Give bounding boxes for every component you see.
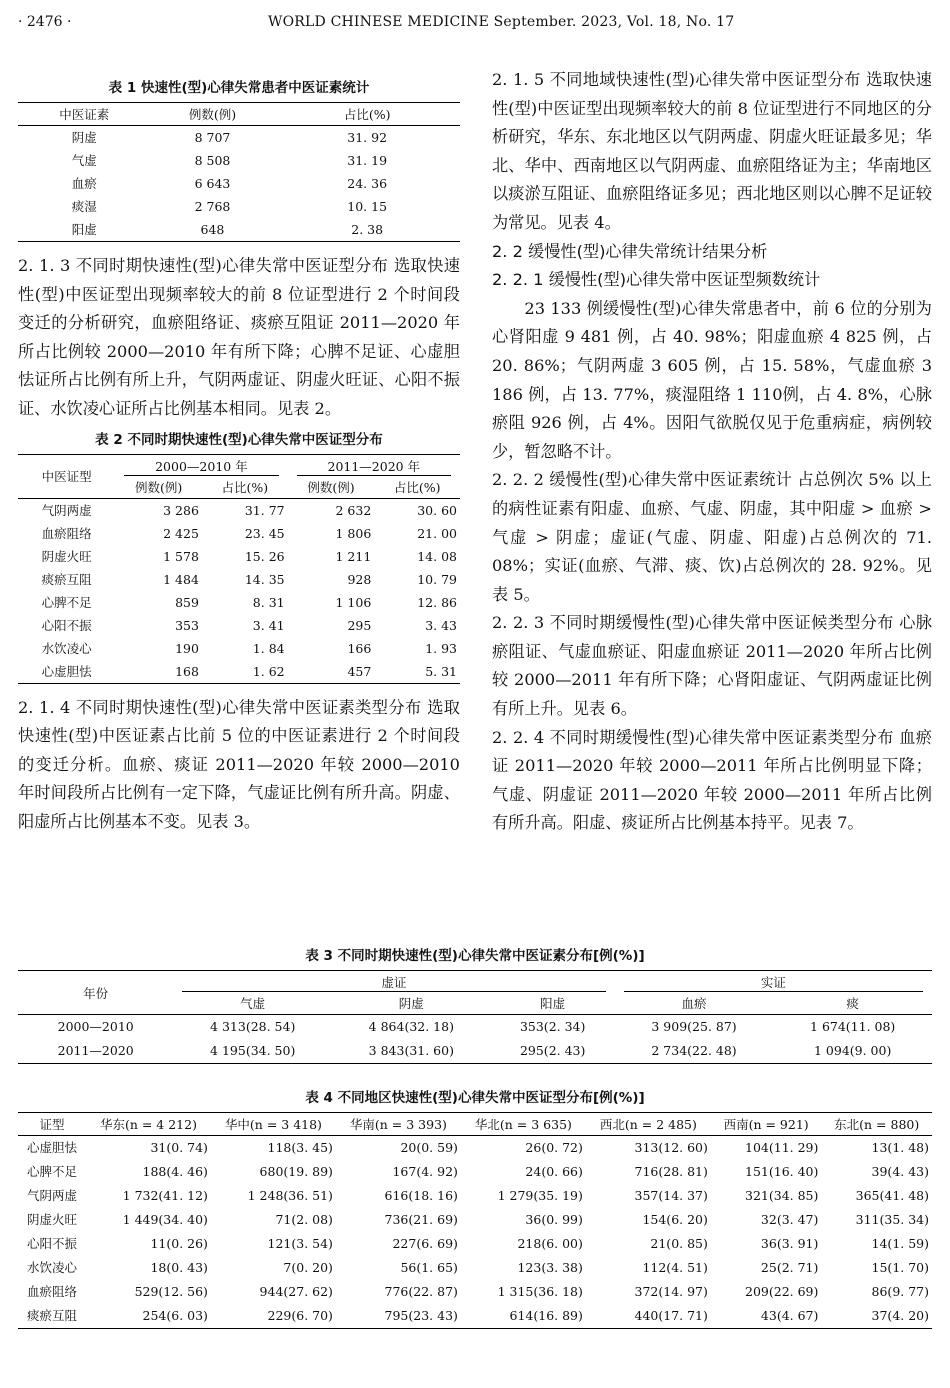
table-cell: 8 508 xyxy=(194,153,231,168)
table2-period-header: 2000—2010 年 xyxy=(115,454,287,476)
table-row xyxy=(18,568,460,591)
table-cell: 254(6. 03) xyxy=(86,1304,211,1329)
table-cell: 321(34. 85) xyxy=(745,1188,819,1203)
table-cell: 1 806 xyxy=(335,525,372,541)
table-cell: 8 707 xyxy=(151,126,275,150)
table-cell: 14. 35 xyxy=(244,571,285,587)
table4-header: 证型 xyxy=(18,1113,86,1136)
table-row xyxy=(18,126,460,150)
table3-body xyxy=(18,1015,932,1064)
table-cell: 1 094(9. 00) xyxy=(773,1039,932,1064)
table-cell: 31. 77 xyxy=(202,498,288,522)
table-cell: 1 279(35. 19) xyxy=(497,1188,583,1203)
table-cell: 648 xyxy=(151,218,275,242)
table-cell: 21(0. 85) xyxy=(650,1236,708,1251)
table-cell: 295(2. 43) xyxy=(491,1039,615,1064)
para-2-1-5: 2. 1. 5 不同地域快速性(型)心律失常中医证型分布 选取快速性(型)中医证型出现频率较大的前 8 位证型进行不同地区的分析研究，华东、东北地区以气阴两虚、阴虚火旺证最多见；华北、华中、西南地区以气阴两虚、血瘀阻络证为主；华南地区以痰淤互阻证、血瘀阻络证多见；西北地区则以心脾不足证较为常见。见表 4。 xyxy=(492,70,932,232)
table-cell: 736(21. 69) xyxy=(384,1212,458,1227)
right-column xyxy=(492,66,932,838)
table-cell: 353(2. 34) xyxy=(491,1015,615,1040)
table4-header: 西北(n = 2 485) xyxy=(586,1113,711,1136)
table-cell: 168 xyxy=(115,660,202,684)
table-cell: 1 732(41. 12) xyxy=(122,1188,208,1203)
table-cell: 357(14. 37) xyxy=(634,1188,708,1203)
table-cell: 188(4. 46) xyxy=(142,1164,208,1179)
table-cell: 气虚 xyxy=(71,153,97,168)
table-row xyxy=(18,1232,932,1256)
table-cell: 36(3. 91) xyxy=(760,1236,819,1251)
table-cell: 2011—2020 xyxy=(18,1039,173,1064)
table-row xyxy=(18,1208,932,1232)
para-2-2-1: 23 133 例缓慢性(型)心律失常患者中，前 6 位的分别为心肾阳虚 9 481 例，占 40. 98%；阳虚血瘀 4 825 例，占 20. 86%；气阴两虚 3 605 例，占 15. 58%，气虚血瘀 3 186 例，占 13. 77%，痰湿阻络 1 110例，占 4. 8%，心脉瘀阻 926 例，占 4%。因阳气欲脱仅见于危重病症，病例较少，暂忽略不计。 xyxy=(492,298,932,461)
table-cell: 2 768 xyxy=(194,199,231,214)
table1-caption: 表 1 快速性(型)心律失常患者中医证素统计 xyxy=(108,80,370,96)
table2-subheader: 占比(%) xyxy=(221,479,269,495)
table-row xyxy=(18,498,460,522)
table-cell: 43(4. 67) xyxy=(711,1304,822,1329)
table-cell: 血瘀 xyxy=(71,176,97,191)
table-cell: 心虚胆怯 xyxy=(18,660,115,684)
table3-block xyxy=(18,938,932,1064)
table1-header: 占比(%) xyxy=(274,103,460,126)
table-cell: 209(22. 69) xyxy=(745,1284,819,1299)
table-cell: 229(6. 70) xyxy=(211,1304,336,1329)
table-cell: 190 xyxy=(175,640,199,656)
table-cell: 776(22. 87) xyxy=(384,1284,458,1299)
table-cell: 123(3. 38) xyxy=(517,1260,583,1275)
table-cell: 457 xyxy=(288,660,375,684)
table1 xyxy=(18,102,460,242)
table-cell: 8. 31 xyxy=(252,594,285,610)
table-cell: 痰湿 xyxy=(71,199,97,214)
table-row xyxy=(18,1184,932,1208)
table2-subheader: 例数(例) xyxy=(307,479,355,495)
table-row xyxy=(18,614,460,637)
table-cell: 心虚胆怯 xyxy=(18,1136,86,1161)
table3-group-header: 实证 xyxy=(615,971,932,993)
table2-subheader: 占比(%) xyxy=(393,479,441,495)
table4-header: 华北(n = 3 635) xyxy=(461,1113,586,1136)
table-cell: 2 734(22. 48) xyxy=(615,1039,774,1064)
table-cell: 气阴两虚 xyxy=(26,1188,77,1203)
table-cell: 36(0. 99) xyxy=(525,1212,583,1227)
table3-subheader: 痰 xyxy=(846,996,859,1011)
table2-header: 中医证型 xyxy=(18,454,115,498)
table-cell: 4 195(34. 50) xyxy=(173,1039,332,1064)
table4-header: 华中(n = 3 418) xyxy=(211,1113,336,1136)
table-cell: 614(16. 89) xyxy=(461,1304,586,1329)
table-cell: 14. 08 xyxy=(417,548,457,564)
table4-header: 东北(n = 880) xyxy=(821,1113,932,1136)
table-cell: 1 484 xyxy=(163,571,199,587)
table-cell: 阳虚 xyxy=(18,218,151,242)
table-cell: 18(0. 43) xyxy=(150,1260,208,1275)
table-cell: 31(0. 74) xyxy=(86,1136,211,1161)
table-row xyxy=(18,545,460,568)
table-cell: 5. 31 xyxy=(374,660,460,684)
table-row xyxy=(18,1039,932,1064)
table-cell: 112(4. 51) xyxy=(642,1260,708,1275)
table-cell: 1 315(36. 18) xyxy=(497,1284,583,1299)
table4-block xyxy=(18,1080,932,1329)
table-cell: 30. 60 xyxy=(374,498,460,522)
para-2-1-3: 2. 1. 3 不同时期快速性(型)心律失常中医证型分布 选取快速性(型)中医证型出现频率较大的前 8 位证型进行 2 个时间段变迁的分析研究，血瘀阻络证、痰瘀互阻证 2011—2020 年所占比例较 2000—2010 年有所下降；心脾不足证、心虚胆怯证所占比例有所上升，气阴两虚证、阴虚火旺证、心阳不振证、水饮凌心证所占比例基本相同。见表 2。 xyxy=(18,256,460,418)
table-cell: 311(35. 34) xyxy=(855,1212,929,1227)
table-cell: 1. 62 xyxy=(202,660,288,684)
table-cell: 2 425 xyxy=(163,525,199,541)
table-cell: 10. 79 xyxy=(417,571,457,587)
table-cell: 86(9. 77) xyxy=(871,1284,929,1299)
table-cell: 1 248(36. 51) xyxy=(247,1188,333,1203)
table3-caption: 表 3 不同时期快速性(型)心律失常中医证素分布[例(%)] xyxy=(305,948,645,964)
table-cell: 25(2. 71) xyxy=(760,1260,819,1275)
table-cell: 39(4. 43) xyxy=(871,1164,929,1179)
table-row xyxy=(18,172,460,195)
table-cell: 阴虚火旺 xyxy=(41,548,92,564)
table1-body xyxy=(18,126,460,242)
table-cell: 104(11. 29) xyxy=(711,1136,822,1161)
running-header xyxy=(18,14,932,36)
table-cell: 血瘀阻络 xyxy=(41,525,92,541)
table-cell: 616(18. 16) xyxy=(384,1188,458,1203)
table-cell: 水饮凌心 xyxy=(41,640,92,656)
table-row xyxy=(18,1015,932,1040)
table-cell: 13(1. 48) xyxy=(821,1136,932,1161)
table-cell: 31. 92 xyxy=(274,126,460,150)
table-cell: 295 xyxy=(347,617,372,633)
table-cell: 71(2. 08) xyxy=(275,1212,333,1227)
table-cell: 24(0. 66) xyxy=(525,1164,583,1179)
table1-header: 例数(例) xyxy=(151,103,275,126)
table-cell: 4 313(28. 54) xyxy=(173,1015,332,1040)
para-2-1-4: 2. 1. 4 不同时期快速性(型)心律失常中医证素类型分布 选取快速性(型)中医证素占比前 5 位的中医证素进行 2 个时间段的变迁分析。血瘀、痰证 2011—2020 年较 2000—2010 年时间段所占比例有一定下降，气虚证比例有所升高。阴虚、阳虚所占比例基本不变。见表 3。 xyxy=(18,697,460,831)
table-row xyxy=(18,1136,932,1161)
table-cell: 12. 86 xyxy=(417,594,457,610)
table3-subheader: 气虚 xyxy=(240,996,266,1011)
table-cell: 3. 41 xyxy=(252,617,285,633)
table2-caption: 表 2 不同时期快速性(型)心律失常中医证型分布 xyxy=(95,431,383,448)
table-cell: 529(12. 56) xyxy=(134,1284,208,1299)
table4-caption: 表 4 不同地区快速性(型)心律失常中医证型分布[例(%)] xyxy=(305,1090,645,1106)
table-cell: 14(1. 59) xyxy=(871,1236,929,1251)
table-cell: 680(19. 89) xyxy=(259,1164,333,1179)
table-cell: 3 286 xyxy=(115,498,202,522)
table-cell: 1 211 xyxy=(335,548,372,564)
table-cell: 944(27. 62) xyxy=(259,1284,333,1299)
table-row xyxy=(18,660,460,684)
table-cell: 2 632 xyxy=(288,498,375,522)
table-cell: 1 106 xyxy=(335,594,372,610)
table-cell: 372(14. 97) xyxy=(634,1284,708,1299)
table-cell: 痰瘀互阻 xyxy=(41,571,92,587)
para-2-2-4: 2. 2. 4 不同时期缓慢性(型)心律失常中医证素类型分布 血瘀证 2011—2020 年较 2000—2011 年所占比例明显下降；气虚、阴虚证 2011—2020 年较 2000—2011 年所占比例有所升高。阳虚、痰证所占比例基本持平。见表 7。 xyxy=(492,727,932,833)
table-cell: 26(0. 72) xyxy=(461,1136,586,1161)
table-cell: 31. 19 xyxy=(347,153,388,168)
table-cell: 118(3. 45) xyxy=(211,1136,336,1161)
table4-header: 华东(n = 4 212) xyxy=(86,1113,211,1136)
table-cell: 10. 15 xyxy=(347,199,388,214)
table-cell: 心阳不振 xyxy=(41,617,92,633)
table-cell: 1 449(34. 40) xyxy=(122,1212,208,1227)
table3-year-header: 年份 xyxy=(18,971,173,1015)
table-cell: 24. 36 xyxy=(347,176,388,191)
table2-subheader: 例数(例) xyxy=(134,479,183,495)
table-cell: 859 xyxy=(175,594,199,610)
table-row xyxy=(18,218,460,242)
table-cell: 227(6. 69) xyxy=(392,1236,458,1251)
table3-subheader: 阴虚 xyxy=(398,996,424,1011)
table2-period-header: 2011—2020 年 xyxy=(288,454,460,476)
table-cell: 阴虚 xyxy=(18,126,151,150)
table-row xyxy=(18,1160,932,1184)
table-row xyxy=(18,522,460,545)
page-number: · 2476 · xyxy=(18,14,72,30)
table-cell: 928 xyxy=(347,571,372,587)
heading-2-2-1: 2. 2. 1 缓慢性(型)心律失常中医证型频数统计 xyxy=(492,270,821,290)
table-cell: 313(12. 60) xyxy=(586,1136,711,1161)
table-cell: 3 843(31. 60) xyxy=(332,1039,491,1064)
table-cell: 218(6. 00) xyxy=(517,1236,583,1251)
table-row xyxy=(18,591,460,614)
table-cell: 365(41. 48) xyxy=(855,1188,929,1203)
table-cell: 1 578 xyxy=(163,548,199,564)
table-cell: 795(23. 43) xyxy=(336,1304,461,1329)
table-cell: 15. 26 xyxy=(244,548,285,564)
table-row xyxy=(18,195,460,218)
table-cell: 痰瘀互阻 xyxy=(18,1304,86,1329)
table-cell: 3 909(25. 87) xyxy=(615,1015,774,1040)
table4-header: 西南(n = 921) xyxy=(711,1113,822,1136)
table3 xyxy=(18,970,932,1064)
table-cell: 166 xyxy=(347,640,372,656)
table2 xyxy=(18,454,460,684)
heading-2-2: 2. 2 缓慢性(型)心律失常统计结果分析 xyxy=(492,241,768,261)
table-row xyxy=(18,1256,932,1280)
table-cell: 7(0. 20) xyxy=(283,1260,333,1275)
table1-header: 中医证素 xyxy=(18,103,151,126)
table-cell: 56(1. 65) xyxy=(400,1260,458,1275)
left-column xyxy=(18,66,460,837)
table-cell: 气阴两虚 xyxy=(18,498,115,522)
table-cell: 121(3. 54) xyxy=(267,1236,333,1251)
table-cell: 1. 84 xyxy=(252,640,285,656)
table-cell: 1. 93 xyxy=(425,640,457,656)
table-row xyxy=(18,637,460,660)
table-cell: 154(6. 20) xyxy=(642,1212,708,1227)
para-2-2-3: 2. 2. 3 不同时期缓慢性(型)心律失常中医证候类型分布 心脉瘀阻证、气虚血瘀证、阳虚血瘀证 2011—2020 年所占比例较 2000—2011 年有所下降；心肾阳虚证、气阴两虚证比例有所上升。见表 6。 xyxy=(492,613,932,719)
table3-group-header: 虚证 xyxy=(173,971,614,993)
table-cell: 6 643 xyxy=(194,176,231,191)
table-cell: 37(4. 20) xyxy=(821,1304,932,1329)
table-cell: 水饮凌心 xyxy=(26,1260,77,1275)
table-cell: 32(3. 47) xyxy=(760,1212,819,1227)
table4-header-row xyxy=(18,1113,932,1136)
table-cell: 4 864(32. 18) xyxy=(332,1015,491,1040)
table4 xyxy=(18,1112,932,1329)
table-cell: 11(0. 26) xyxy=(150,1236,208,1251)
table-cell: 23. 45 xyxy=(244,525,285,541)
table-cell: 3. 43 xyxy=(425,617,457,633)
table-cell: 716(28. 81) xyxy=(634,1164,708,1179)
table-cell: 血瘀阻络 xyxy=(26,1284,77,1299)
table-cell: 20(0. 59) xyxy=(336,1136,461,1161)
table4-body xyxy=(18,1136,932,1329)
table-cell: 阴虚火旺 xyxy=(26,1212,77,1227)
table-row xyxy=(18,1280,932,1304)
table-cell: 440(17. 71) xyxy=(586,1304,711,1329)
table-cell: 心脾不足 xyxy=(41,594,92,610)
table-cell: 1 674(11. 08) xyxy=(773,1015,932,1040)
table4-header: 华南(n = 3 393) xyxy=(336,1113,461,1136)
table-cell: 心阳不振 xyxy=(26,1236,77,1251)
table-cell: 2. 38 xyxy=(274,218,460,242)
table-cell: 21. 00 xyxy=(417,525,457,541)
table-cell: 151(16. 40) xyxy=(745,1164,819,1179)
table-cell: 167(4. 92) xyxy=(392,1164,458,1179)
journal-info: WORLD CHINESE MEDICINE September. 2023, Vol. 18, No. 17 xyxy=(268,14,735,30)
table-cell: 15(1. 70) xyxy=(871,1260,929,1275)
table-row xyxy=(18,149,460,172)
table2-body xyxy=(18,498,460,683)
table-cell: 2000—2010 xyxy=(18,1015,173,1040)
table-row xyxy=(18,1304,932,1329)
para-2-2-2: 2. 2. 2 缓慢性(型)心律失常中医证素统计 占总例次 5% 以上的病性证素有阳虚、血瘀、气虚、阴虚，其中阳虚 > 血瘀 > 气虚 > 阴虚；虚证(气虚、阴虚、阳虚)占总例次的 71. 08%；实证(血瘀、气滞、痰、饮)占总例次的 28. 92%。见表 5。 xyxy=(492,470,932,604)
table3-subheader: 阳虚 xyxy=(540,996,566,1011)
table-cell: 心脾不足 xyxy=(26,1164,77,1179)
table-cell: 353 xyxy=(175,617,199,633)
table3-subheader: 血瘀 xyxy=(681,996,707,1011)
